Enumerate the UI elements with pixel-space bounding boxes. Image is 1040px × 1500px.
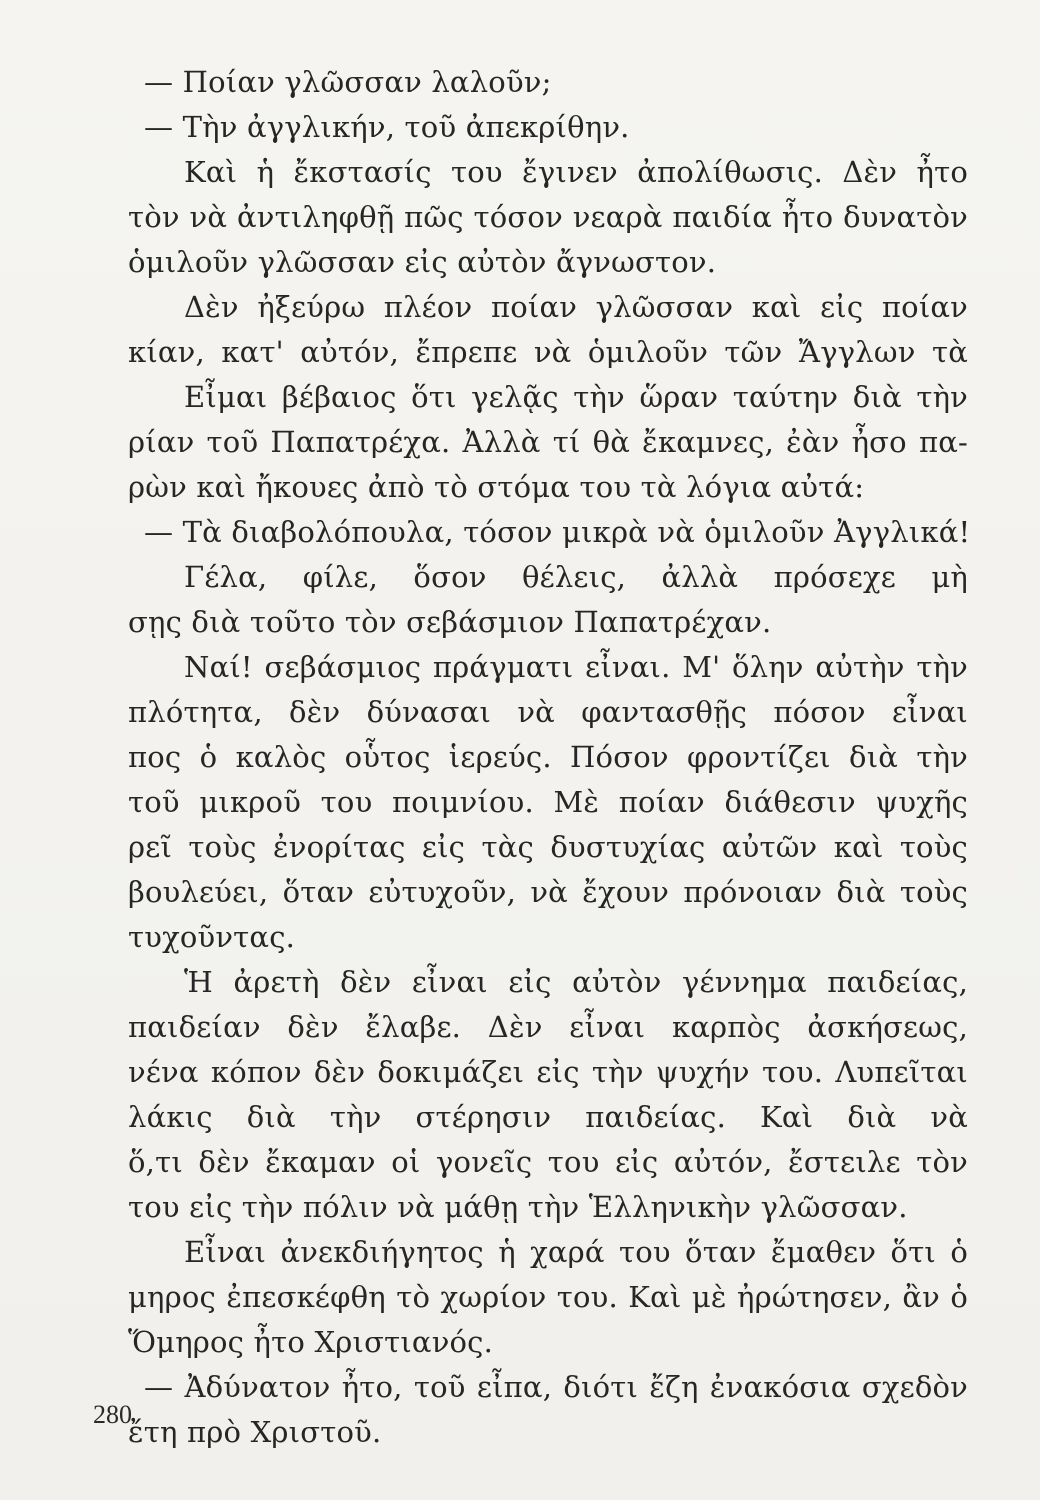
text-line: σῃς διὰ τοῦτο τὸν σεβάσμιον Παπατρέχαν.: [128, 605, 772, 639]
text-line: τὸν νὰ ἀντιληφθῇ πῶς τόσον νεαρὰ παιδία ἦτο δυνατὸν: [128, 200, 968, 234]
text-line: του εἰς τὴν πόλιν νὰ μάθῃ τὴν Ἑλληνικὴν γλῶσσαν.: [128, 1190, 908, 1224]
text-line: Καὶ ἡ ἔκστασίς του ἔγινεν ἀπολίθωσις. Δὲν ἦτο: [184, 155, 968, 189]
text-line: ρὼν καὶ ἤκουες ἀπὸ τὸ στόμα του τὰ λόγια αὐτά:: [128, 470, 865, 504]
text-line: Δὲν ἠξεύρω πλέον ποίαν γλῶσσαν καὶ εἰς ποίαν: [184, 290, 968, 324]
text-line: Ὅμηρος ἦτο Χριστιανός.: [128, 1325, 494, 1359]
text-line: — Τὴν ἀγγλικήν, τοῦ ἀπεκρίθην.: [144, 110, 630, 144]
text-line: τοῦ μικροῦ του ποιμνίου. Μὲ ποίαν διάθεσιν ψυχῆς: [128, 785, 968, 819]
page-number: 280: [93, 1400, 132, 1429]
text-line: λάκις διὰ τὴν στέρησιν παιδείας. Καὶ διὰ νὰ: [128, 1100, 968, 1134]
text-line: βουλεύει, ὅταν εὐτυχοῦν, νὰ ἔχουν πρόνοιαν διὰ τοὺς: [128, 875, 968, 909]
text-line: πλότητα, δὲν δύνασαι νὰ φαντασθῇς πόσον εἶναι: [128, 695, 968, 729]
text-line: κίαν, κατ' αὐτόν, ἔπρεπε νὰ ὁμιλοῦν τῶν Ἄγγλων τὰ: [128, 335, 968, 369]
text-line: ρεῖ τοὺς ἐνορίτας εἰς τὰς δυστυχίας αὐτῶν καὶ τοὺς: [128, 830, 968, 864]
text-line: — Ποίαν γλῶσσαν λαλοῦν;: [144, 65, 552, 99]
text-line: νένα κόπον δὲν δοκιμάζει εἰς τὴν ψυχήν του. Λυπεῖται: [128, 1055, 968, 1089]
text-line: παιδείαν δὲν ἔλαβε. Δὲν εἶναι καρπὸς ἀσκήσεως,: [128, 1010, 968, 1044]
text-line: ἔτη πρὸ Χριστοῦ.: [128, 1415, 382, 1449]
text-line: ὅ,τι δὲν ἔκαμαν οἱ γονεῖς του εἰς αὐτόν, ἔστειλε τὸν: [128, 1145, 968, 1179]
text-line: Γέλα, φίλε, ὅσον θέλεις, ἀλλὰ πρόσεχε μὴ: [184, 560, 968, 594]
text-line: — Τὰ διαβολόπουλα, τόσον μικρὰ νὰ ὁμιλοῦν Ἀγγλικά!: [144, 515, 971, 549]
text-line: μηρος ἐπεσκέφθη τὸ χωρίον του. Καὶ μὲ ἠρώτησεν, ἂν ὁ: [128, 1280, 968, 1314]
text-line: πος ὁ καλὸς οὗτος ἱερεύς. Πόσον φροντίζει διὰ τὴν: [128, 740, 968, 774]
text-line: — Ἀδύνατον ἦτο, τοῦ εἶπα, διότι ἔζη ἐνακόσια σχεδὸν: [144, 1370, 968, 1404]
text-line: Ναί! σεβάσμιος πράγματι εἶναι. Μ' ὅλην αὐτὴν τὴν: [184, 650, 968, 684]
text-line: ρίαν τοῦ Παπατρέχα. Ἀλλὰ τί θὰ ἔκαμνες, ἐὰν ἦσο πα-: [128, 425, 968, 459]
text-line: τυχοῦντας.: [128, 920, 296, 954]
body-text: [128, 60, 971, 1455]
text-line: Εἶναι ἀνεκδιήγητος ἡ χαρά του ὅταν ἔμαθεν ὅτι ὁ: [184, 1235, 968, 1269]
text-line: ὁμιλοῦν γλῶσσαν εἰς αὐτὸν ἄγνωστον.: [128, 245, 717, 279]
text-line: Εἶμαι βέβαιος ὅτι γελᾷς τὴν ὥραν ταύτην διὰ τὴν: [184, 380, 968, 414]
text-line: Ἡ ἀρετὴ δὲν εἶναι εἰς αὐτὸν γέννημα παιδείας,: [184, 965, 968, 999]
